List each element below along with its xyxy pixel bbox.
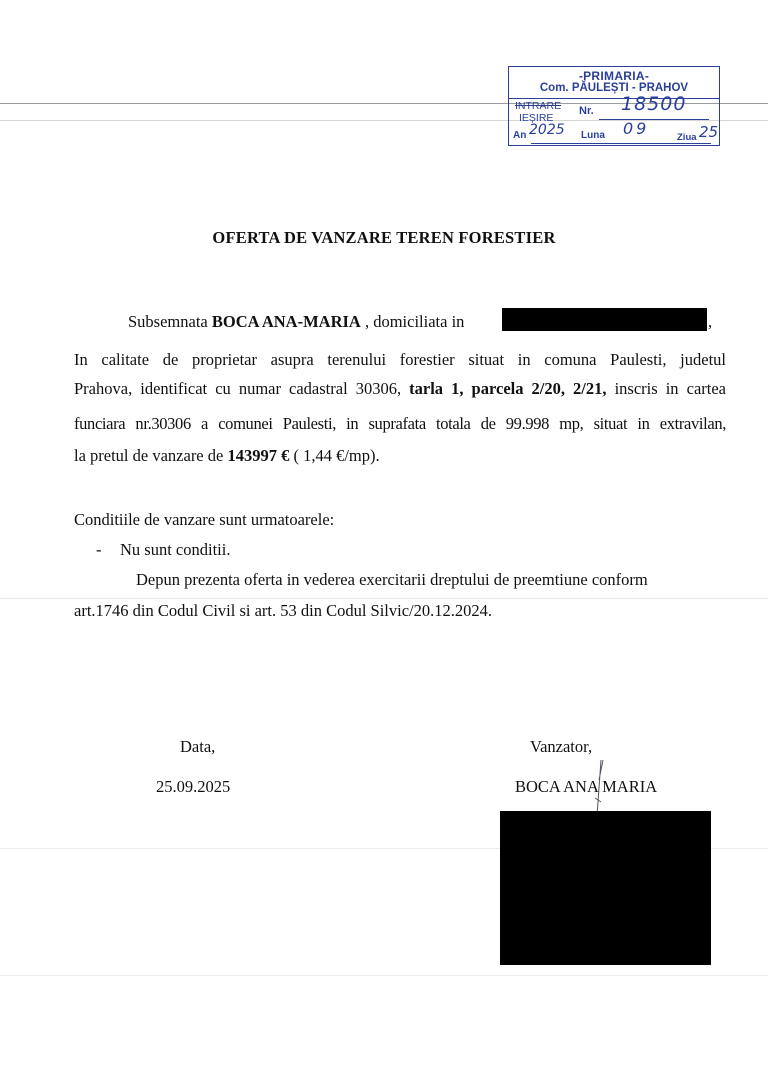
stamp-nr-line	[599, 119, 709, 120]
intro-suffix: , domiciliata in	[360, 312, 465, 331]
stamp-an-label: An	[513, 130, 527, 141]
stamp-an-value: 2025	[529, 122, 565, 138]
seller-label: Vanzator,	[530, 737, 593, 756]
stamp-ziua-value: 25	[699, 123, 719, 141]
p1-line2-end: inscris in cartea	[606, 379, 726, 398]
paragraph-1-line-4	[74, 442, 380, 470]
p1-price-per-mp: ( 1,44 €/mp).	[289, 446, 380, 465]
intro-name: BOCA ANA-MARIA	[211, 312, 361, 331]
redacted-address	[502, 308, 707, 331]
stamp-divider	[509, 98, 719, 99]
paragraph-1-line-2	[74, 375, 726, 403]
p1-line2-text: Prahova, identificat cu numar cadastral 30306,	[74, 379, 410, 398]
paragraph-2-line-2: art.1746 din Codul Civil si art. 53 din Codul Silvic/20.12.2024.	[74, 601, 493, 620]
document-title: OFERTA DE VANZARE TEREN FORESTIER	[212, 228, 556, 247]
stamp-ziua-label: Ziua	[677, 132, 697, 143]
intro-prefix: Subsemnata	[128, 312, 212, 331]
stamp-intrare-label: INTRARE	[515, 100, 562, 112]
condition-item: Nu sunt conditii.	[120, 540, 231, 559]
condition-dash: -	[96, 540, 102, 559]
stamp-luna-value: 09	[623, 119, 650, 138]
stamp-nr-label: Nr.	[579, 105, 594, 117]
date-label: Data,	[180, 737, 216, 756]
date-value: 25.09.2025	[156, 777, 231, 796]
intro-line	[128, 308, 464, 336]
paragraph-2-line-1: Depun prezenta oferta in vederea exercitarii dreptului de preemtiune conform	[136, 570, 648, 589]
stamp-bottom-line	[531, 143, 711, 144]
p1-line4-text: la pretul de vanzare de	[74, 446, 228, 465]
stamp-nr-value: 18500	[621, 93, 687, 115]
redacted-signature	[500, 811, 711, 965]
stamp-iesire-label: IEȘIRE	[519, 112, 554, 124]
p1-price: 143997 €	[227, 446, 290, 465]
stamp-luna-label: Luna	[581, 130, 605, 141]
seller-name: BOCA ANA MARIA	[515, 777, 658, 796]
intro-trailing-comma: ,	[708, 312, 713, 331]
stamp-institution: -PRIMARIA-	[578, 69, 650, 83]
conditions-heading: Conditiile de vanzare sunt urmatoarele:	[74, 510, 335, 529]
paragraph-1-line-3: funciara nr.30306 a comunei Paulesti, in suprafata totala de 99.998 mp, situat in extravilan,	[74, 414, 726, 433]
paragraph-1-line-1: In calitate de proprietar asupra terenului forestier situat in comuna Paulesti, judetul	[74, 350, 726, 369]
stamp-commune: Com. PĂULEȘTI - PRAHOV	[539, 82, 689, 94]
scan-line	[0, 975, 768, 976]
registration-stamp	[508, 66, 720, 146]
p1-parcel: tarla 1, parcela 2/20, 2/21,	[409, 379, 607, 398]
signature-stroke-icon	[585, 758, 615, 818]
